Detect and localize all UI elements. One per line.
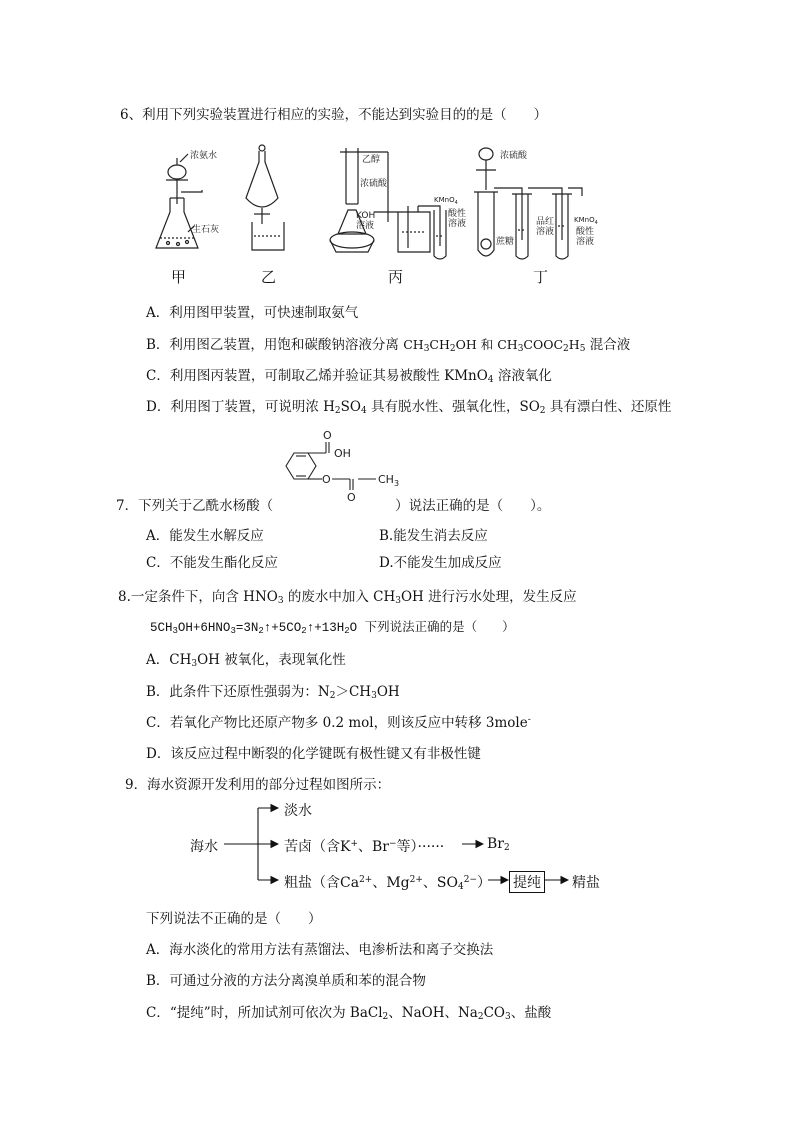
q9-option-a: A．海水淡化的常用方法有蒸馏法、电渗析法和离子交换法 — [146, 942, 494, 958]
flow-seawater: 海水 — [190, 839, 218, 855]
flow-purify-box: 提纯 — [509, 871, 545, 893]
apparatus-ding — [474, 148, 582, 259]
label-solution-ding: 溶液 — [576, 237, 595, 247]
q7-option-d: D.不能发生加成反应 — [379, 555, 502, 571]
flow-refined-salt: 精盐 — [572, 875, 600, 891]
structure-methyl: $CH_3$ — [378, 473, 400, 488]
structure-o-ester: O — [322, 473, 331, 486]
label-solution-bing: 溶液 — [448, 219, 467, 229]
q7-option-b: B.能发生消去反应 — [379, 528, 488, 544]
q7-option-a: A．能发生水解反应 — [146, 528, 264, 544]
flow-bittern: 苦卤（含K+、Br−等）······ — [284, 839, 445, 855]
label-quicklime: 生石灰 — [192, 225, 220, 235]
structure-oh: OH — [334, 447, 351, 460]
q7-stem: 7．下列关于乙酰水杨酸（ ）说法正确的是（ ）。 — [116, 498, 551, 514]
label-fuchsine-solution: 溶液 — [536, 227, 555, 237]
q8-option-b: B．此条件下还原性强弱为：$N_2>CH_3OH$ — [146, 684, 400, 701]
structure-o-top: O — [323, 429, 332, 442]
caption-yi: 乙 — [261, 268, 277, 286]
label-acidic-ding: 酸性 — [576, 227, 595, 237]
q8-option-a: A．$CH_3OH$ 被氧化，表现氧化性 — [146, 652, 346, 669]
q8-option-d: D．该反应过程中断裂的化学键既有极性键又有非极性键 — [146, 746, 481, 762]
label-sucrose: 蔗糖 — [496, 237, 515, 247]
caption-jia: 甲 — [171, 268, 187, 286]
label-fuchsine: 品红 — [536, 217, 555, 227]
label-kmno4-bing: KMnO$_4$ — [434, 196, 458, 206]
caption-ding: 丁 — [533, 268, 549, 286]
q6-stem: 6、利用下列实验装置进行相应的实验，不能达到实验目的的是（ ） — [120, 107, 548, 123]
label-sulfuric-acid-bing: 浓硫酸 — [360, 179, 388, 189]
label-acidic-bing: 酸性 — [448, 209, 467, 219]
q6-option-d: D．利用图丁装置，可说明浓 $H_2SO_4$ 具有脱水性、强氧化性，$SO_2$ 具有漂白性、还原性 — [146, 399, 672, 416]
q6-option-b: B．利用图乙装置，用饱和碳酸钠溶液分离 $CH_3CH_2OH$ 和 $CH_3COOC_2H_5$ 混合液 — [146, 337, 631, 354]
label-ethanol: 乙醇 — [362, 155, 381, 165]
caption-bing: 丙 — [388, 268, 404, 286]
structure-o-bottom: O — [347, 491, 356, 504]
q8-equation: $5CH_3OH+6HNO_3=3N_2↑+5CO_2↑+13H_2O$ 下列说法正确的是（ ） — [150, 621, 515, 636]
q6-option-a: A．利用图甲装置，可快速制取氨气 — [146, 305, 359, 321]
apparatus-yi — [246, 145, 284, 250]
label-koh-solution: 溶液 — [356, 221, 375, 231]
q8-option-c: C．若氧化产物比还原产物多 0.2 mol，则该反应中转移 3mole- — [146, 715, 531, 731]
label-ammonia: 浓氨水 — [190, 151, 218, 161]
q8-stem: 8.一定条件下，向含 $HNO_3$ 的废水中加入 $CH_3OH$ 进行污水处理，发生反应 — [118, 589, 577, 606]
flow-crude-salt: 粗盐（含$Ca^{2+}$、$Mg^{2+}$、$SO_4^{2-}$） — [284, 875, 492, 892]
label-koh: KOH — [356, 211, 376, 221]
q9-option-c: C．“提纯”时，所加试剂可依次为 BaCl$_2$、NaOH、$Na_2CO_3$、盐酸 — [146, 1005, 552, 1022]
label-kmno4-ding: KMnO$_4$ — [574, 216, 598, 226]
q9-option-b: B．可通过分液的方法分离溴单质和苯的混合物 — [146, 973, 426, 989]
apparatus-bing — [330, 148, 446, 259]
q7-option-c: C．不能发生酯化反应 — [146, 555, 278, 571]
label-sulfuric-acid-ding: 浓硫酸 — [500, 151, 528, 161]
q9-stem: 9．海水资源开发利用的部分过程如图所示： — [125, 777, 391, 793]
q6-option-c: C．利用图丙装置，可制取乙烯并验证其易被酸性 KMnO$_4$ 溶液氧化 — [146, 368, 552, 385]
flow-fresh-water: 淡水 — [284, 803, 312, 819]
flow-bromine: $Br_2$ — [487, 836, 510, 853]
q9-question: 下列说法不正确的是（ ） — [146, 911, 322, 927]
